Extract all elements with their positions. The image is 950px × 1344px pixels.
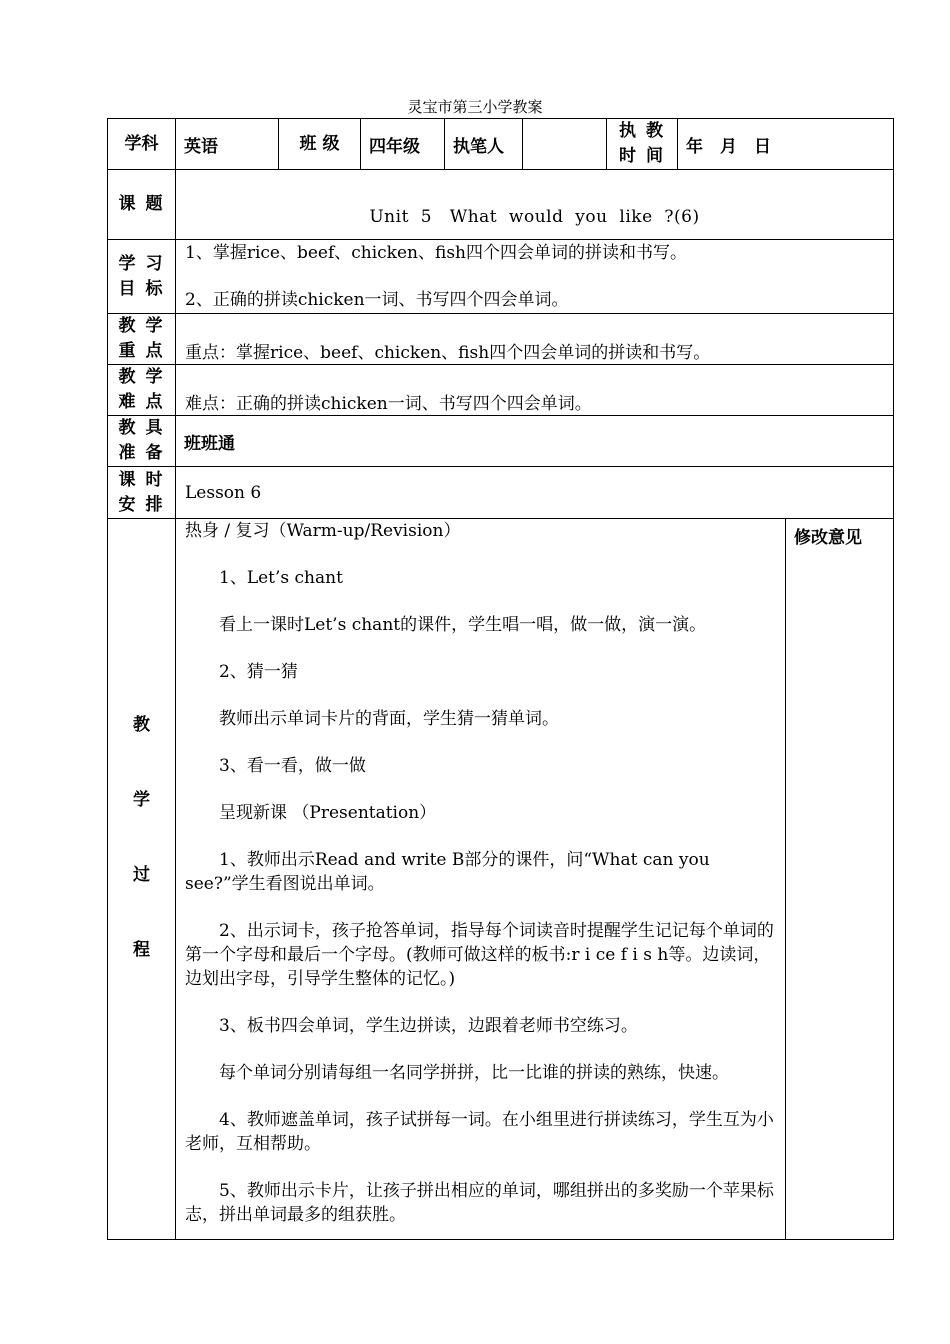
topic-value: Unit 5 What would you like ?(6) — [176, 170, 894, 240]
schedule-label — [108, 467, 176, 519]
author-label: 执笔人 — [445, 119, 523, 170]
process-paragraph: 每个单词分别请每组一名同学拼拼，比一比谁的拼读的熟练，快速。 — [219, 1063, 729, 1083]
key-points-value: 重点：掌握rice、beef、chicken、fish四个四会单词的拼读和书写。 — [176, 314, 894, 365]
class-value: 四年级 — [361, 119, 445, 170]
process-row — [108, 519, 894, 1240]
difficulties-label — [108, 365, 176, 416]
schedule-label-line-1: 课 时 — [118, 469, 165, 490]
difficulties-value: 难点：正确的拼读chicken一词、书写四个四会单词。 — [176, 365, 894, 416]
goals-label-line-1: 学 习 — [118, 253, 165, 274]
key-points-label — [108, 314, 176, 365]
process-paragraph: 3、板书四会单词，学生边拼读，边跟着老师书空练习。 — [219, 1016, 638, 1036]
goal-item: 2、正确的拼读chicken一词、书写四个四会单词。 — [185, 289, 569, 310]
goals-label-line-2: 目 标 — [118, 278, 165, 299]
subject-label: 学科 — [108, 119, 176, 170]
process-paragraph: 教师出示单词卡片的背面，学生猜一猜单词。 — [219, 709, 559, 729]
document-title: 灵宝市第三小学教案 — [407, 98, 543, 116]
materials-label — [108, 416, 176, 467]
topic-label: 课 题 — [108, 170, 176, 240]
goals-label — [108, 240, 176, 314]
goal-item: 1、掌握rice、beef、chicken、fish四个四会单词的拼读和书写。 — [185, 242, 688, 263]
goals-content — [176, 240, 894, 314]
process-paragraph: 呈现新课 （Presentation） — [219, 803, 437, 823]
teach-time-label-line-2: 时 间 — [619, 146, 665, 166]
header-row — [108, 119, 894, 170]
process-paragraph: 2、出示词卡，孩子抢答单词，指导每个词读音时提醒学生记记每个单词的第一个字母和最后一个字母。(教师可做这样的板书:r i ce f i s h等。边读词，边划出字母，引导学生整体的记忆。) — [185, 921, 774, 989]
process-paragraph: 2、猜一猜 — [219, 662, 298, 682]
difficulties-label-line-1: 教 学 — [118, 367, 165, 387]
process-paragraph: 热身 / 复习（Warm-up/Revision） — [185, 521, 461, 541]
schedule-value: Lesson 6 — [176, 467, 894, 519]
author-value — [523, 119, 607, 170]
difficulties-label-line-2: 难 点 — [118, 392, 165, 412]
key-points-label-line-2: 重 点 — [118, 341, 165, 361]
difficulties-row — [108, 365, 894, 416]
materials-row — [108, 416, 894, 467]
process-content — [176, 519, 786, 1240]
date-value: 年 月 日 — [678, 119, 894, 170]
process-label-char: 过 — [133, 865, 150, 885]
class-label: 班 级 — [279, 119, 361, 170]
materials-label-line-2: 准 备 — [118, 443, 165, 463]
goals-row — [108, 240, 894, 314]
schedule-row — [108, 467, 894, 519]
process-label-char: 学 — [133, 790, 150, 810]
remarks-column: 修改意见 — [786, 519, 894, 1240]
process-paragraph: 5、教师出示卡片，让孩子拼出相应的单词，哪组拼出的多奖励一个苹果标志，拼出单词最多的组获胜。 — [185, 1181, 774, 1225]
subject-value: 英语 — [176, 119, 279, 170]
process-paragraph: 1、Let’s chant — [219, 568, 343, 588]
process-paragraph: 4、教师遮盖单词，孩子试拼每一词。在小组里进行拼读练习，学生互为小老师，互相帮助。 — [185, 1110, 774, 1154]
key-points-row — [108, 314, 894, 365]
process-label — [108, 519, 176, 1240]
lesson-plan-table — [107, 118, 894, 1240]
process-paragraph: 看上一课时Let’s chant的课件，学生唱一唱，做一做，演一演。 — [219, 615, 707, 635]
process-paragraph: 3、看一看，做一做 — [219, 756, 366, 776]
materials-value: 班班通 — [176, 416, 894, 467]
materials-label-line-1: 教 具 — [118, 418, 165, 438]
teach-time-label-line-1: 执 教 — [619, 121, 665, 141]
process-paragraph: 1、教师出示Read and write B部分的课件，问“What can you see?”学生看图说出单词。 — [185, 850, 710, 894]
process-label-char: 教 — [133, 715, 150, 735]
key-points-label-line-1: 教 学 — [118, 316, 165, 336]
teach-time-label — [607, 119, 678, 170]
schedule-label-line-2: 安 排 — [118, 494, 165, 515]
topic-row — [108, 170, 894, 240]
process-label-char: 程 — [133, 940, 150, 960]
